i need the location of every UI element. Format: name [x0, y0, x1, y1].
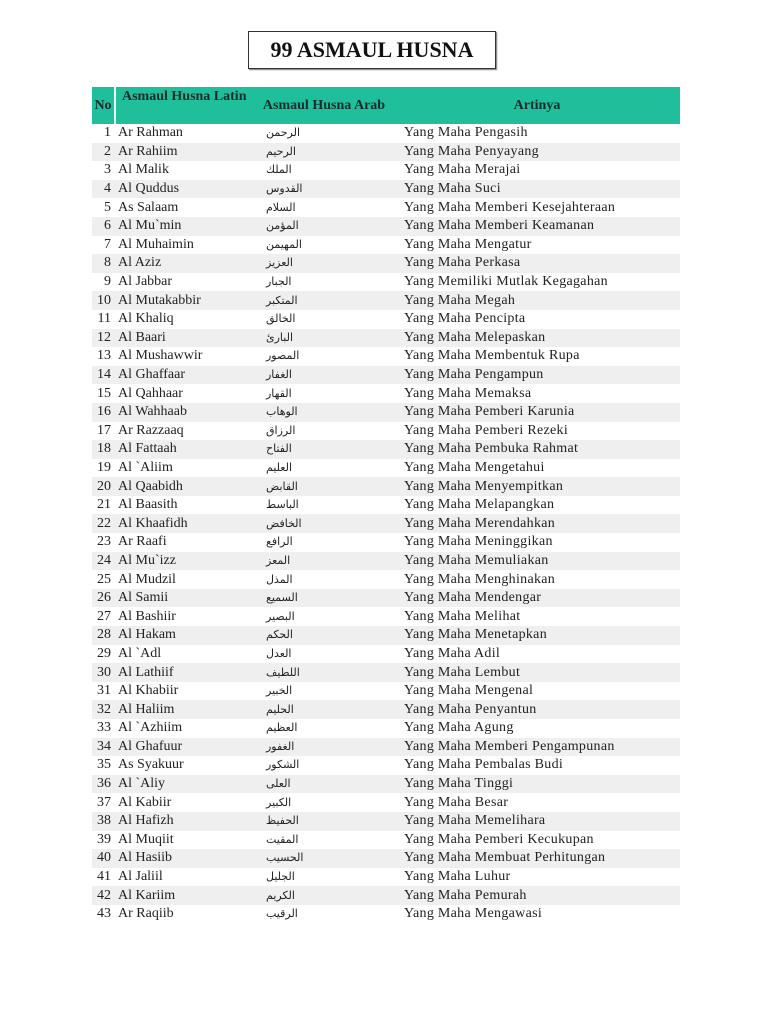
- table-row: [92, 719, 680, 738]
- row-number: 1: [104, 125, 111, 141]
- meaning: Yang Maha Penyantun: [394, 700, 680, 719]
- meaning: Yang Maha Lembut: [394, 663, 680, 682]
- meaning: Yang Maha Luhur: [404, 869, 511, 885]
- latin-name: Al Baari: [115, 329, 254, 348]
- arabic-name: الرحيم: [254, 143, 394, 162]
- table-row: [92, 477, 680, 496]
- arabic-name: الحكم: [254, 626, 394, 645]
- meaning: Yang Maha Adil: [404, 645, 501, 661]
- arabic-name: السلام: [266, 200, 296, 214]
- latin-name: Ar Rahman: [118, 125, 183, 141]
- table-row: [92, 422, 680, 441]
- table-row: [92, 236, 680, 255]
- arabic-name: الكبير: [266, 795, 292, 809]
- arabic-name: الحسيب: [254, 849, 394, 868]
- row-number: 33: [97, 720, 111, 736]
- row-number: 37: [97, 794, 111, 810]
- table-row: [92, 180, 680, 199]
- latin-name: Al Hafizh: [115, 812, 254, 831]
- latin-name: Al Mutakabbir: [115, 291, 254, 310]
- table-row: [92, 384, 680, 403]
- arabic-name: الجليل: [266, 870, 295, 884]
- arabic-name: اللطيف: [254, 663, 394, 682]
- table-body: [92, 124, 680, 924]
- latin-name: Al Quddus: [115, 180, 254, 199]
- table-row: [92, 533, 680, 552]
- row-number: 23: [97, 534, 111, 550]
- table-row: [92, 738, 680, 757]
- row-number: 40: [92, 849, 115, 868]
- row-number: 5: [104, 199, 111, 215]
- arabic-name: المهيمن: [266, 237, 302, 251]
- arabic-name: البصير: [266, 609, 295, 623]
- table-row: [92, 682, 680, 701]
- meaning: Yang Maha Memelihara: [394, 812, 680, 831]
- meaning: Yang Maha Megah: [394, 291, 680, 310]
- latin-name: Al Ghafuur: [115, 738, 254, 757]
- table-row: [92, 570, 680, 589]
- arabic-name: الكريم: [254, 886, 394, 905]
- row-number: 25: [97, 571, 111, 587]
- arabic-name: المذل: [266, 572, 293, 586]
- meaning: Yang Maha Mengawasi: [404, 906, 543, 922]
- table-row: [92, 496, 680, 515]
- meaning: Yang Maha Suci: [394, 180, 680, 199]
- meaning: Yang Maha Pemberi Rezeki: [404, 422, 569, 438]
- latin-name: Al Muqiit: [118, 831, 174, 847]
- latin-name: Al Aziz: [115, 254, 254, 273]
- arabic-name: الخافض: [254, 514, 394, 533]
- table-row: [92, 291, 680, 310]
- meaning: Yang Maha Pembalas Budi: [404, 757, 564, 773]
- meaning: Yang Memiliki Mutlak Kegagahan: [404, 274, 608, 290]
- meaning: Yang Maha Mengetahui: [404, 459, 545, 475]
- latin-name: Al Jabbar: [118, 274, 173, 290]
- meaning: Yang Maha Mengatur: [404, 236, 532, 252]
- latin-name: Al Kariim: [115, 886, 254, 905]
- row-number: 26: [92, 589, 115, 608]
- asmaul-husna-table: [92, 87, 680, 924]
- row-number: 18: [92, 440, 115, 459]
- arabic-name: الرافع: [266, 535, 293, 549]
- row-number: 17: [97, 422, 111, 438]
- row-number: 11: [97, 311, 111, 327]
- latin-name: Al `Azhiim: [118, 720, 183, 736]
- row-number: 34: [92, 738, 115, 757]
- latin-name: Al Baasith: [118, 497, 178, 513]
- meaning: Yang Maha Meninggikan: [404, 534, 553, 550]
- arabic-name: العزيز: [254, 254, 394, 273]
- row-number: 2: [92, 143, 115, 162]
- row-number: 10: [92, 291, 115, 310]
- meaning: Yang Maha Pemurah: [394, 886, 680, 905]
- row-number: 4: [92, 180, 115, 199]
- meaning: Yang Maha Memberi Kesejahteraan: [404, 199, 616, 215]
- meaning: Yang Maha Membuat Perhitungan: [394, 849, 680, 868]
- meaning: Yang Maha Penyayang: [394, 143, 680, 162]
- latin-name: Al Haliim: [115, 700, 254, 719]
- row-number: 7: [104, 236, 111, 252]
- table-row: [92, 775, 680, 794]
- meaning: Yang Maha Melapangkan: [404, 497, 555, 513]
- arabic-name: الغفار: [254, 366, 394, 385]
- table-row: [92, 607, 680, 626]
- arabic-name: القابض: [254, 477, 394, 496]
- table-row: [92, 403, 680, 422]
- table-row: [92, 626, 680, 645]
- latin-name: As Syakuur: [118, 757, 184, 773]
- arabic-name: السميع: [254, 589, 394, 608]
- row-number: 20: [92, 477, 115, 496]
- latin-name: Al Qahhaar: [118, 385, 183, 401]
- header-latin: Asmaul Husna Latin: [115, 87, 254, 124]
- table-row: [92, 831, 680, 850]
- arabic-name: الخالق: [266, 312, 296, 326]
- row-number: 8: [92, 254, 115, 273]
- table-header-row: [92, 87, 680, 124]
- meaning: Yang Maha Perkasa: [394, 254, 680, 273]
- meaning: Yang Maha Menyempitkan: [394, 477, 680, 496]
- arabic-name: الغفور: [254, 738, 394, 757]
- table-row: [92, 347, 680, 366]
- document-title: 99 ASMAUL HUSNA: [248, 31, 496, 69]
- table-row: [92, 310, 680, 329]
- latin-name: Al `Aliy: [115, 775, 254, 794]
- table-row: [92, 905, 680, 924]
- meaning: Yang Maha Pemberi Karunia: [394, 403, 680, 422]
- latin-name: Ar Raafi: [118, 534, 167, 550]
- meaning: Yang Maha Melihat: [404, 608, 521, 624]
- arabic-name: الشكور: [266, 758, 300, 772]
- meaning: Yang Maha Tinggi: [394, 775, 680, 794]
- table-row: [92, 849, 680, 868]
- row-number: 6: [92, 217, 115, 236]
- latin-name: Al Mu`min: [115, 217, 254, 236]
- arabic-name: القدوس: [254, 180, 394, 199]
- meaning: Yang Maha Membentuk Rupa: [404, 348, 580, 364]
- latin-name: Al Wahhaab: [115, 403, 254, 422]
- latin-name: Al Muhaimin: [118, 236, 194, 252]
- header-arab: Asmaul Husna Arab: [254, 87, 394, 124]
- latin-name: Al Khabiir: [118, 683, 179, 699]
- row-number: 43: [97, 906, 111, 922]
- table-row: [92, 756, 680, 775]
- row-number: 22: [92, 514, 115, 533]
- meaning: Yang Maha Besar: [404, 794, 509, 810]
- table-row: [92, 459, 680, 478]
- table-row: [92, 198, 680, 217]
- table-row: [92, 329, 680, 348]
- latin-name: Al Mushawwir: [118, 348, 203, 364]
- row-number: 12: [92, 329, 115, 348]
- arabic-name: الفتاح: [254, 440, 394, 459]
- row-number: 38: [92, 812, 115, 831]
- latin-name: Al Hakam: [115, 626, 254, 645]
- arabic-name: الباسط: [266, 498, 299, 512]
- row-number: 32: [92, 700, 115, 719]
- row-number: 14: [92, 366, 115, 385]
- latin-name: Al Malik: [118, 162, 169, 178]
- row-number: 28: [92, 626, 115, 645]
- row-number: 31: [97, 683, 111, 699]
- latin-name: Al Khaafidh: [115, 514, 254, 533]
- latin-name: Al Bashiir: [118, 608, 176, 624]
- table-row: [92, 254, 680, 273]
- latin-name: Al Jaliil: [118, 869, 163, 885]
- meaning: Yang Maha Memuliakan: [394, 552, 680, 571]
- table-row: [92, 700, 680, 719]
- latin-name: Al Khaliq: [118, 311, 174, 327]
- row-number: 30: [92, 663, 115, 682]
- meaning: Yang Maha Melepaskan: [394, 329, 680, 348]
- table-row: [92, 793, 680, 812]
- arabic-name: العدل: [266, 646, 292, 660]
- arabic-name: المعز: [254, 552, 394, 571]
- row-number: 24: [92, 552, 115, 571]
- arabic-name: العلى: [254, 775, 394, 794]
- header-no: No: [92, 87, 115, 124]
- row-number: 42: [92, 886, 115, 905]
- row-number: 16: [92, 403, 115, 422]
- latin-name: Al Mudzil: [118, 571, 176, 587]
- table-row: [92, 868, 680, 887]
- arabic-name: العظيم: [266, 721, 298, 735]
- row-number: 3: [104, 162, 111, 178]
- arabic-name: المصور: [266, 349, 300, 363]
- latin-name: Al Kabiir: [118, 794, 172, 810]
- meaning: Yang Maha Mendengar: [394, 589, 680, 608]
- table-row: [92, 366, 680, 385]
- meaning: Yang Maha Memaksa: [404, 385, 532, 401]
- meaning: Yang Maha Merajai: [404, 162, 521, 178]
- latin-name: Ar Rahiim: [115, 143, 254, 162]
- meaning: Yang Maha Mengenal: [404, 683, 534, 699]
- arabic-name: الملك: [266, 163, 292, 177]
- latin-name: Ar Raqiib: [118, 906, 174, 922]
- latin-name: Ar Razzaaq: [118, 422, 184, 438]
- arabic-name: العليم: [266, 460, 292, 474]
- latin-name: Al Ghaffaar: [115, 366, 254, 385]
- arabic-name: الرقيب: [266, 907, 298, 921]
- latin-name: Al Samii: [115, 589, 254, 608]
- meaning: Yang Maha Pengasih: [404, 125, 528, 141]
- row-number: 21: [97, 497, 111, 513]
- meaning: Yang Maha Menghinakan: [404, 571, 556, 587]
- latin-name: Al Fattaah: [115, 440, 254, 459]
- arabic-name: الوهاب: [254, 403, 394, 422]
- row-number: 29: [97, 645, 111, 661]
- meaning: Yang Maha Pembuka Rahmat: [394, 440, 680, 459]
- arabic-name: الخبير: [266, 684, 293, 698]
- row-number: 27: [97, 608, 111, 624]
- table-row: [92, 273, 680, 292]
- table-row: [92, 124, 680, 143]
- latin-name: Al Mu`izz: [115, 552, 254, 571]
- arabic-name: القهار: [266, 386, 292, 400]
- latin-name: Al `Adl: [118, 645, 162, 661]
- latin-name: Al Qaabidh: [115, 477, 254, 496]
- table-row: [92, 514, 680, 533]
- latin-name: Al Lathiif: [115, 663, 254, 682]
- meaning: Yang Maha Pemberi Kecukupan: [404, 831, 594, 847]
- header-artinya: Artinya: [394, 87, 680, 124]
- latin-name: As Salaam: [118, 199, 179, 215]
- arabic-name: المقيت: [266, 832, 299, 846]
- row-number: 36: [92, 775, 115, 794]
- arabic-name: الرزاق: [266, 423, 296, 437]
- meaning: Yang Maha Pencipta: [404, 311, 526, 327]
- meaning: Yang Maha Memberi Pengampunan: [394, 738, 680, 757]
- row-number: 9: [104, 274, 111, 290]
- table-row: [92, 217, 680, 236]
- arabic-name: المتكبر: [254, 291, 394, 310]
- table-row: [92, 143, 680, 162]
- meaning: Yang Maha Merendahkan: [394, 514, 680, 533]
- arabic-name: المؤمن: [254, 217, 394, 236]
- meaning: Yang Maha Menetapkan: [394, 626, 680, 645]
- arabic-name: الرحمن: [266, 126, 301, 140]
- arabic-name: الحفيظ: [254, 812, 394, 831]
- table-row: [92, 812, 680, 831]
- arabic-name: البارئ: [254, 329, 394, 348]
- row-number: 41: [97, 869, 111, 885]
- table-row: [92, 440, 680, 459]
- table-row: [92, 645, 680, 664]
- table-row: [92, 886, 680, 905]
- arabic-name: الحليم: [254, 700, 394, 719]
- table-row: [92, 161, 680, 180]
- latin-name: Al `Aliim: [118, 459, 173, 475]
- meaning: Yang Maha Agung: [404, 720, 514, 736]
- table-row: [92, 663, 680, 682]
- table-row: [92, 589, 680, 608]
- meaning: Yang Maha Pengampun: [394, 366, 680, 385]
- arabic-name: الجبار: [266, 275, 292, 289]
- row-number: 15: [97, 385, 111, 401]
- latin-name: Al Hasiib: [115, 849, 254, 868]
- row-number: 13: [97, 348, 111, 364]
- row-number: 35: [97, 757, 111, 773]
- row-number: 19: [97, 459, 111, 475]
- table-row: [92, 552, 680, 571]
- meaning: Yang Maha Memberi Keamanan: [394, 217, 680, 236]
- row-number: 39: [97, 831, 111, 847]
